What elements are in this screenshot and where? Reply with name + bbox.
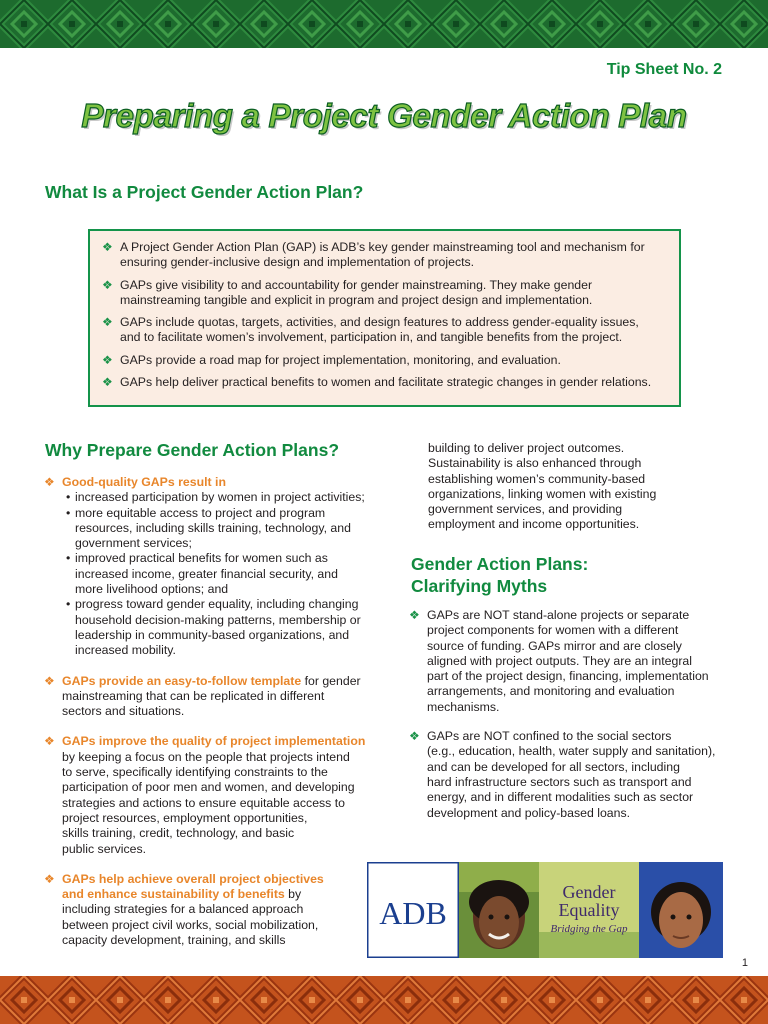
paragraph-line: public services. <box>62 841 147 856</box>
sub-item <box>62 490 379 505</box>
myth-line: GAPs are NOT stand-alone projects or separate <box>427 608 690 622</box>
diamond-bullet-icon: ❖ <box>102 315 113 330</box>
paragraph-line: project resources, employment opportunities, <box>62 810 308 825</box>
myth-line: development and policy-based loans. <box>427 805 631 820</box>
paragraph-line: organizations, linking women with existing <box>428 486 657 501</box>
sub-item-line: leadership in community-based organizations, and <box>75 627 350 642</box>
round-dot-icon: • <box>66 597 71 612</box>
paragraph-line: participation of poor men and women, and developing <box>62 780 355 795</box>
orange-woven-pattern <box>0 976 768 1024</box>
myth-line: energy, and in different modalities such as sector <box>427 790 694 805</box>
svg-text:Bridging the Gap: Bridging the Gap <box>550 923 628 935</box>
highlight-lead: GAPs improve the quality of project implementation <box>62 734 366 749</box>
definition-box <box>88 229 681 407</box>
tip-sheet-number: Tip Sheet No. 2 <box>606 61 722 78</box>
bullet-line: GAPs give visibility to and accountability for gender mainstreaming. They make gender <box>120 277 593 292</box>
heading-line: Clarifying Myths <box>411 576 548 596</box>
myth-line: arrangements, and monitoring and evaluation <box>427 684 675 699</box>
adb-logo-text: ADB <box>379 895 447 931</box>
myth-line: project components for women with a different <box>427 623 679 638</box>
paragraph-line: to serve, specifically identifying constraints to the <box>62 765 328 780</box>
diamond-bullet-icon: ❖ <box>44 871 55 886</box>
highlight-lead: GAPs help achieve overall project objectives <box>62 871 324 886</box>
sub-item-line: increased income, greater financial security, and <box>75 566 338 581</box>
sub-item-line: more livelihood options; and <box>75 582 229 597</box>
sub-item-line: progress toward gender equality, including changing <box>75 597 359 612</box>
myth-line: GAPs are NOT confined to the social sectors <box>427 729 672 744</box>
box-bullet <box>102 315 671 346</box>
diamond-bullet-icon: ❖ <box>102 277 113 292</box>
diamond-bullet-icon: ❖ <box>102 352 113 367</box>
paragraph-line: government services, and providing <box>428 502 623 517</box>
myths-list <box>409 608 729 835</box>
paragraph-template <box>44 674 379 720</box>
paragraph-quality <box>44 734 379 856</box>
round-dot-icon: • <box>66 551 71 566</box>
paragraph-line: building to deliver project outcomes. <box>428 441 625 455</box>
left-column <box>44 475 379 948</box>
myth-item <box>409 729 729 821</box>
top-decorative-band <box>0 0 768 48</box>
paragraph-objectives <box>44 872 379 948</box>
sub-item-line: resources, including skills training, technology, and <box>75 520 351 535</box>
paragraph-line: strategies and actions to ensure equitable access to <box>62 795 346 810</box>
myth-item <box>409 608 729 715</box>
round-dot-icon: • <box>66 490 71 505</box>
myth-line: hard infrastructure sectors such as transport and <box>427 774 692 789</box>
heading-line: Gender Action Plans: <box>411 554 589 574</box>
green-woven-pattern <box>0 0 768 48</box>
section-heading-what-is-gap: What Is a Project Gender Action Plan? <box>45 182 364 202</box>
paragraph-line: between project civil works, social mobilization, <box>62 917 319 932</box>
diamond-bullet-icon: ❖ <box>409 729 420 744</box>
page-number: 1 <box>741 957 748 969</box>
myth-line: source of funding. GAPs mirror and are closely <box>427 638 682 653</box>
paragraph-text: for gender <box>301 673 361 688</box>
paragraph-good-quality <box>44 475 379 659</box>
sub-item-line: increased participation by women in project activities; <box>75 490 365 505</box>
bullet-line: ensuring gender-inclusive design and implementation of projects. <box>120 255 475 270</box>
paragraph-line: employment and income opportunities. <box>428 517 640 532</box>
sub-item <box>62 597 379 658</box>
sub-item <box>62 506 379 552</box>
continued-paragraph <box>428 441 728 533</box>
paragraph-line: skills training, credit, technology, and basic <box>62 826 295 841</box>
diamond-bullet-icon: ❖ <box>44 734 55 749</box>
bullet-line: and to facilitate women’s involvement, participation in, and tangible benefits from the project. <box>120 330 623 345</box>
paragraph-line: including strategies for a balanced approach <box>62 902 304 917</box>
section-heading-myths <box>411 553 588 597</box>
paragraph-line: Sustainability is also enhanced through <box>428 456 642 471</box>
highlight-lead: and enhance sustainability of benefits <box>62 887 285 902</box>
bullet-line: GAPs provide a road map for project implementation, monitoring, and evaluation. <box>120 352 561 367</box>
box-bullet <box>102 353 671 368</box>
paragraph-line: sectors and situations. <box>62 704 185 719</box>
sub-item-line: more equitable access to project and program <box>75 505 326 520</box>
section-heading-why-prepare: Why Prepare Gender Action Plans? <box>45 440 340 460</box>
diamond-bullet-icon: ❖ <box>102 240 113 254</box>
paragraph-text: by <box>284 887 302 902</box>
svg-text:Gender: Gender <box>562 882 616 902</box>
diamond-bullet-icon: ❖ <box>102 375 113 390</box>
highlight-lead: GAPs provide an easy-to-follow template <box>62 673 302 688</box>
page-title: Preparing a Project Gender Action Plan <box>81 97 687 134</box>
myth-line: aligned with project outputs. They are an integral <box>427 653 693 668</box>
paragraph-line: by keeping a focus on the people that projects intend <box>62 749 350 764</box>
banner-graphic <box>367 862 723 958</box>
highlight-lead: Good-quality GAPs result in <box>62 475 226 489</box>
sub-item-line: increased mobility. <box>75 643 176 658</box>
bullet-line: GAPs help deliver practical benefits to women and facilitate strategic changes in gender relations. <box>120 375 652 390</box>
bullet-line: A Project Gender Action Plan (GAP) is ADB’s key gender mainstreaming tool and mechanism for <box>120 240 645 254</box>
paragraph-line: mainstreaming that can be replicated in different <box>62 688 325 703</box>
myth-line: part of the project design, financing, implementation <box>427 669 709 684</box>
sub-item-line: household decision-making patterns, membership or <box>75 612 361 627</box>
round-dot-icon: • <box>66 505 71 520</box>
svg-text:Equality: Equality <box>558 900 620 920</box>
diamond-bullet-icon: ❖ <box>409 608 420 622</box>
myth-line: mechanisms. <box>427 699 500 714</box>
adb-gender-equality-banner <box>367 862 723 958</box>
bottom-decorative-band <box>0 976 768 1024</box>
bullet-line: mainstreaming tangible and explicit in program and project design and implementation. <box>120 292 593 307</box>
box-bullet <box>102 278 671 309</box>
diamond-bullet-icon: ❖ <box>44 673 55 688</box>
sub-item <box>62 551 379 597</box>
myth-line: and can be developed for all sectors, including <box>427 759 680 774</box>
myth-line: (e.g., education, health, water supply and sanitation), <box>427 744 716 759</box>
diamond-bullet-icon: ❖ <box>44 475 55 489</box>
sub-item-line: improved practical benefits for women such as <box>75 551 328 566</box>
sub-item-line: government services; <box>75 536 192 551</box>
paragraph-line: establishing women’s community-based <box>428 471 646 486</box>
paragraph-line: capacity development, training, and skills <box>62 933 286 948</box>
bullet-line: GAPs include quotas, targets, activities, and design features to address gender-equality issues, <box>120 315 639 330</box>
box-bullet <box>102 375 671 390</box>
box-bullet <box>102 240 671 271</box>
